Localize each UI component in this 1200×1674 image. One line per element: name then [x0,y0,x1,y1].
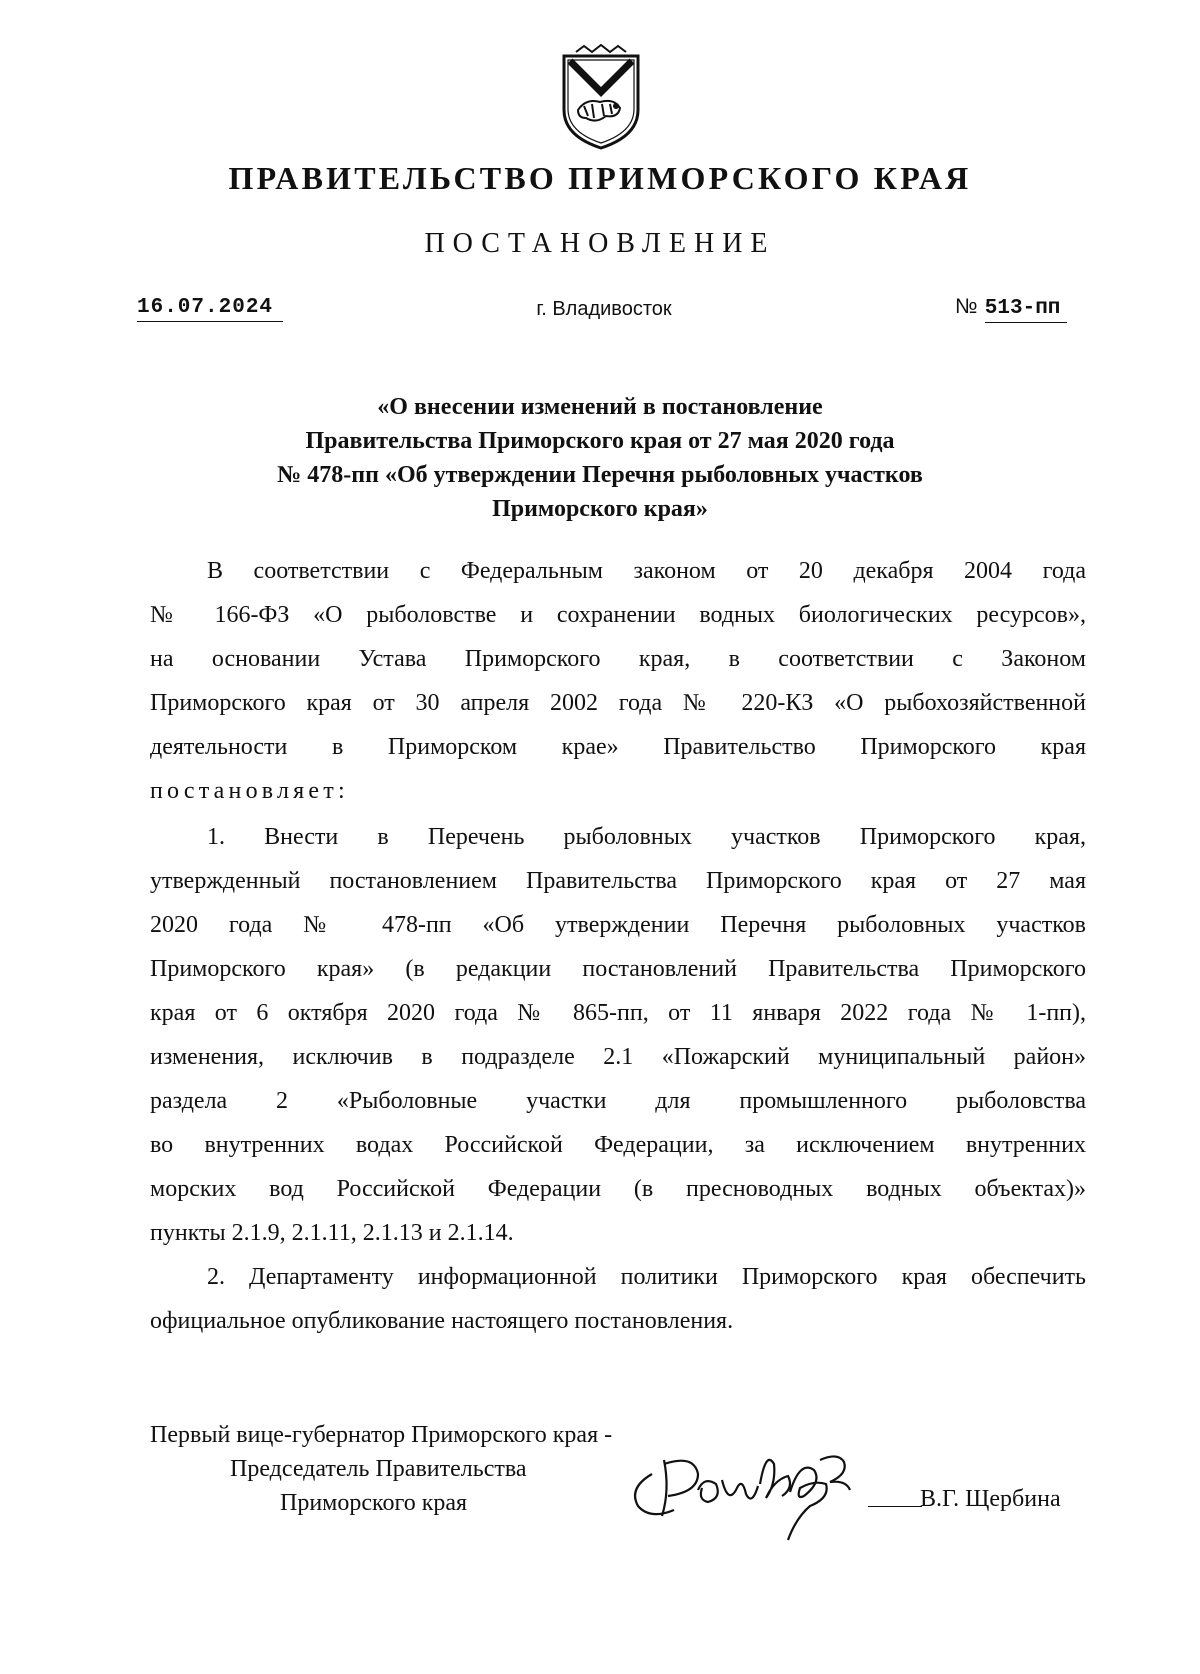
body-line: 2. Департаменту информационной политики Приморского края обеспечить [207,1264,1086,1290]
document-type: ПОСТАНОВЛЕНИЕ [424,228,776,259]
heading-line: «О внесении изменений в постановление [377,394,823,420]
government-title: ПРАВИТЕЛЬСТВО ПРИМОРСКОГО КРАЯ [228,160,972,196]
position-line: Приморского края [280,1490,468,1516]
body-line: пункты 2.1.9, 2.1.11, 2.1.13 и 2.1.14. [150,1220,514,1246]
document-city: г. Владивосток [536,298,672,320]
coat-of-arms-emblem [558,44,644,152]
signature-underline [868,1506,922,1507]
position-line: Председатель Правительства [230,1456,527,1482]
body-line: постановляет: [150,778,349,804]
body-line: № 166-ФЗ «О рыболовстве и сохранении водных биологических ресурсов», [150,602,1086,628]
handwritten-signature [624,1440,874,1550]
heading-line: № 478-пп «Об утверждении Перечня рыболовных участков [277,462,923,488]
body-line: изменения, исключив в подразделе 2.1 «Пожарский муниципальный район» [150,1044,1086,1070]
heading-line: Приморского края» [492,496,708,522]
body-line: деятельности в Приморском крае» Правительство Приморского края [150,734,1086,760]
document-number-block [955,294,1067,323]
number-sign: № [955,295,978,318]
signer-name: В.Г. Щербина [920,1486,1061,1512]
heading-line: Правительства Приморского края от 27 мая 2020 года [305,428,895,454]
body-line: официальное опубликование настоящего постановления. [150,1308,734,1334]
body-line: Приморского края от 30 апреля 2002 года № 220-КЗ «О рыбохозяйственной [150,690,1086,716]
signatory-position [150,1418,612,1520]
body-line: 2020 года № 478-пп «Об утверждении Перечня рыболовных участков [150,912,1086,938]
document-heading [150,390,1050,526]
body-line: края от 6 октября 2020 года № 865-пп, от 11 января 2022 года № 1-пп), [150,1000,1086,1026]
body-line: В соответствии с Федеральным законом от 20 декабря 2004 года [207,558,1086,584]
body-line: раздела 2 «Рыболовные участки для промышленного рыболовства [150,1088,1086,1114]
body-line: на основании Устава Приморского края, в соответствии с Законом [150,646,1086,672]
document-number: 513-пп [985,297,1067,323]
body-line: морских вод Российской Федерации (в пресноводных водных объектах)» [150,1176,1086,1202]
body-line: Приморского края» (в редакции постановлений Правительства Приморского [150,956,1086,982]
body-line: 1. Внести в Перечень рыболовных участков Приморского края, [207,824,1086,850]
position-line: Первый вице-губернатор Приморского края - [150,1422,613,1448]
body-line: утвержденный постановлением Правительства Приморского края от 27 мая [150,868,1086,894]
body-line: во внутренних водах Российской Федерации, за исключением внутренних [150,1132,1086,1158]
document-date: 16.07.2024 [137,296,283,322]
